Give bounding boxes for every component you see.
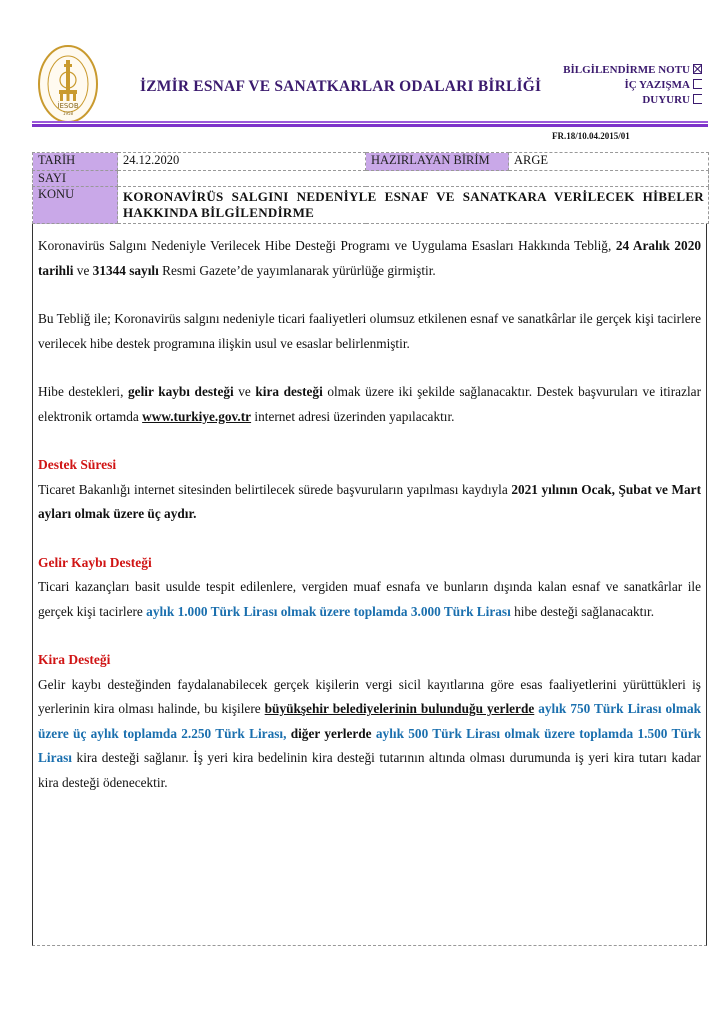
row-tarih bbox=[33, 153, 709, 171]
document-type-list bbox=[563, 63, 702, 108]
turkiye-gov-link[interactable]: www.turkiye.gov.tr bbox=[142, 408, 252, 424]
row-sayi bbox=[33, 171, 709, 187]
paragraph-destek-suresi: Ticaret Bakanlığı internet sitesinden belirtilecek sürede başvuruların yapılması kaydıyla 2021 yılının Ocak, Şubat ve Mart ayları olmak üzere üç aydır. bbox=[38, 481, 701, 521]
svg-text:İESOB: İESOB bbox=[57, 102, 79, 110]
form-code: FR.18/10.04.2015/01 bbox=[552, 131, 630, 141]
tarih-value: 24.12.2020 bbox=[118, 153, 366, 171]
doc-type-duyuru[interactable] bbox=[563, 93, 702, 108]
paragraph-teblig: Bu Tebliğ ile; Koronavirüs salgını nedeniyle ticari faaliyetleri olumsuz etkilenen esnaf ve sanatkârlar ile gerçek kişi tacirlere verilecek hibe destek programına ilişkin usul ve esaslar belirlenmiştir. bbox=[38, 311, 701, 351]
hazirlayan-value: ARGE bbox=[509, 153, 709, 171]
checkbox-unchecked-icon[interactable] bbox=[693, 79, 702, 89]
section-title-kira: Kira Desteği bbox=[38, 652, 111, 667]
paragraph-hibe: Hibe destekleri, gelir kaybı desteği ve kira desteği olmak üzere iki şekilde sağlanacaktır. Destek başvuruları ve itirazlar elektronik ortamda www.turkiye.gov.tr internet adresi üzerinden yapılacaktır. bbox=[38, 384, 702, 424]
section-title-gelir-kaybi: Gelir Kaybı Desteği bbox=[38, 554, 152, 570]
row-konu bbox=[33, 187, 709, 224]
doc-type-bilgilendirme[interactable] bbox=[563, 63, 702, 78]
konu-label: KONU bbox=[33, 187, 118, 224]
doc-type-label: İÇ YAZIŞMA bbox=[624, 79, 690, 91]
sayi-value bbox=[118, 171, 709, 187]
header-divider bbox=[32, 121, 708, 127]
paragraph-gelir-kaybi: Ticari kazançları basit usulde tespit edilenlere, vergiden muaf esnafa ve bunların dışında kalan esnaf ve sanatkârlar ile gerçek kişi tacirlere aylık 1.000 Türk Lirası olmak üzere toplamda 3.000 Türk Lirası hibe desteği sağlanacaktır. bbox=[38, 579, 701, 619]
paragraph-kira: Gelir kaybı desteğinden faydalanabilecek gerçek kişilerin vergi sicil kayıtlarına göre esas faaliyetlerini yürüttükleri iş yerlerinin kira olması halinde, bu kişilere büyükşehir belediyelerinin bulunduğu yerlerde aylık 750 Türk Lirası olmak üzere üç aylık toplamda 2.250 Türk Lirası, diğer yerlerde aylık 500 Türk Lirası olmak üzere toplamda 1.500 Türk Lirası kira desteği sağlanır. İş yeri kira bedelinin kira desteği tutarının altında olması durumunda iş yeri kira tutarı kadar kira desteği ödenecektir. bbox=[38, 676, 702, 790]
content-box bbox=[32, 224, 707, 946]
checkbox-unchecked-icon[interactable] bbox=[693, 94, 702, 104]
svg-text:1958: 1958 bbox=[62, 111, 74, 116]
section-title-destek-suresi: Destek Süresi bbox=[38, 457, 117, 472]
iesob-logo bbox=[37, 44, 99, 124]
tarih-label: TARİH bbox=[33, 153, 118, 171]
paragraph-intro: Koronavirüs Salgını Nedeniyle Verilecek Hibe Desteği Programı ve Uygulama Esasları Hakkında Tebliğ, 24 Aralık 2020 tarihli ve 31344 sayılı Resmi Gazete’de yayımlanarak yürürlüğe girmiştir. bbox=[38, 238, 701, 278]
meta-table bbox=[32, 152, 709, 224]
doc-type-label: BİLGİLENDİRME NOTU bbox=[563, 64, 690, 76]
checkbox-checked-icon[interactable] bbox=[693, 64, 702, 74]
organization-title: İZMİR ESNAF VE SANATKARLAR ODALARI BİRLİĞİ bbox=[140, 78, 542, 95]
sayi-label: SAYI bbox=[33, 171, 118, 187]
konu-value: KORONAVİRÜS SALGINI NEDENİYLE ESNAF VE SANATKARA VERİLECEK HİBELER HAKKINDA BİLGİLENDİRME bbox=[118, 187, 709, 224]
hazirlayan-label: HAZIRLAYAN BİRİM bbox=[366, 153, 509, 171]
doc-type-ic-yazisma[interactable] bbox=[563, 78, 702, 93]
doc-type-label: DUYURU bbox=[642, 94, 690, 106]
